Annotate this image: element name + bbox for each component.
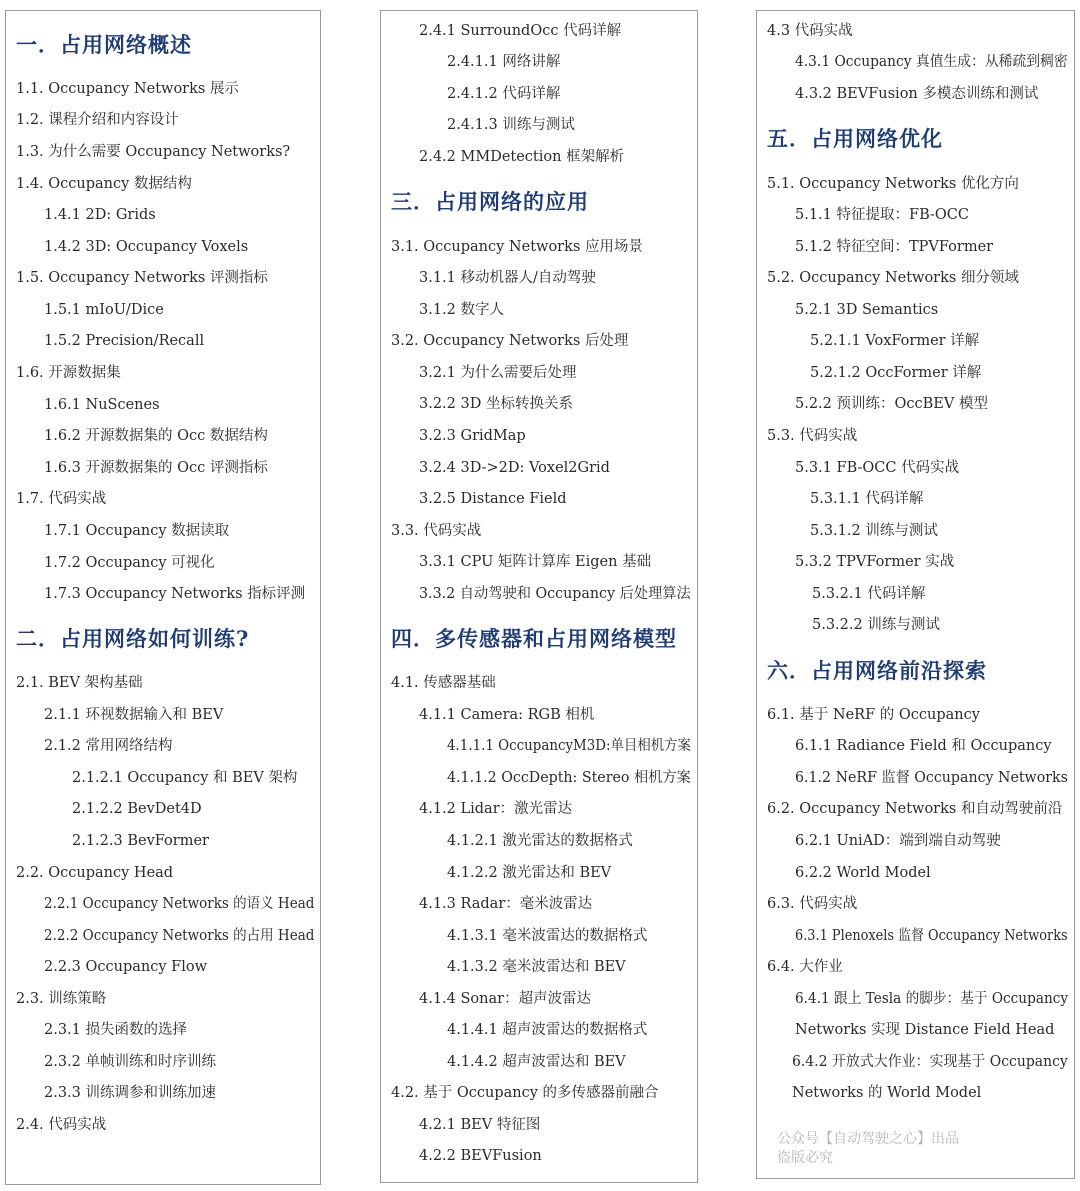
toc-item: 6.1.2 NeRF 监督 Occupancy Networks — [795, 770, 1068, 786]
toc-item: 3.2.3 GridMap — [419, 428, 526, 444]
toc-item: 6.3. 代码实战 — [767, 896, 858, 912]
toc-item: 2.3.1 损失函数的选择 — [44, 1022, 188, 1038]
toc-item: 4.3.1 Occupancy 真值生成：从稀疏到稠密 — [795, 54, 1068, 70]
toc-item: 4.1.3.1 毫米波雷达的数据格式 — [447, 928, 648, 944]
toc-item: 2.4.2 MMDetection 框架解析 — [419, 149, 625, 165]
toc-item: 6.1.1 Radiance Field 和 Occupancy — [795, 738, 1052, 754]
toc-item: 6.4.1 跟上 Tesla 的脚步：基于 Occupancy — [795, 991, 1069, 1007]
toc-item: Networks 实现 Distance Field Head — [795, 1022, 1055, 1038]
toc-item: 4.1.3.2 毫米波雷达和 BEV — [447, 959, 626, 975]
toc-item: 6.2.1 UniAD：端到端自动驾驶 — [795, 833, 1001, 849]
toc-item: 4.2. 基于 Occupancy 的多传感器前融合 — [391, 1085, 659, 1101]
toc-column-1 — [5, 10, 321, 1185]
toc-item: 5.2. Occupancy Networks 细分领域 — [767, 270, 1019, 286]
toc-item: 2.3.3 训练调参和训练加速 — [44, 1085, 217, 1101]
toc-item: 1.7.2 Occupancy 可视化 — [44, 555, 215, 571]
toc-column-3 — [756, 10, 1075, 1179]
toc-item: 2.1.1 环视数据输入和 BEV — [44, 707, 224, 723]
toc-item: 4.1.1.2 OccDepth: Stereo 相机方案 — [447, 770, 691, 786]
toc-item: 4.1.3 Radar：毫米波雷达 — [419, 896, 593, 912]
toc-item: 3.2. Occupancy Networks 后处理 — [391, 333, 629, 349]
toc-item: 3.2.2 3D 坐标转换关系 — [419, 396, 573, 412]
toc-item: 4.1.2.1 激光雷达的数据格式 — [447, 833, 633, 849]
toc-item: 1.4. Occupancy 数据结构 — [16, 176, 192, 192]
toc-item: 5.2.1.2 OccFormer 详解 — [810, 365, 982, 381]
toc-item: 3.3.1 CPU 矩阵计算库 Eigen 基础 — [419, 554, 652, 570]
toc-item: 2.4.1.1 网络讲解 — [447, 54, 561, 70]
toc-item: 1.1. Occupancy Networks 展示 — [16, 81, 239, 97]
toc-item: 2.3. 训练策略 — [16, 991, 107, 1007]
section-title-6: 六．占用网络前沿探索 — [767, 658, 987, 683]
toc-item: 4.1.1 Camera: RGB 相机 — [419, 707, 595, 723]
toc-item: 1.5.2 Precision/Recall — [44, 333, 205, 349]
toc-item: 6.2.2 World Model — [795, 865, 931, 881]
toc-item: 1.7.1 Occupancy 数据读取 — [44, 523, 230, 539]
watermark-line-2: 盗版必究 — [777, 1150, 833, 1166]
toc-item: 2.2.2 Occupancy Networks 的占用 Head — [44, 928, 315, 944]
toc-item: 1.3. 为什么需要 Occupancy Networks? — [16, 144, 291, 160]
toc-item: 1.2. 课程介绍和内容设计 — [16, 112, 179, 128]
toc-item: 1.6.3 开源数据集的 Occ 评测指标 — [44, 460, 268, 476]
toc-item: 5.1.1 特征提取：FB-OCC — [795, 207, 969, 223]
toc-item: 2.4.1.2 代码详解 — [447, 86, 561, 102]
toc-item: 3.2.1 为什么需要后处理 — [419, 365, 577, 381]
toc-item: 3.2.4 3D->2D: Voxel2Grid — [419, 460, 610, 476]
toc-item: 4.1.4 Sonar：超声波雷达 — [419, 991, 592, 1007]
toc-item: 1.5.1 mIoU/Dice — [44, 302, 164, 318]
toc-item: 5.3.2.2 训练与测试 — [812, 617, 940, 633]
toc-item: 2.2.1 Occupancy Networks 的语义 Head — [44, 896, 315, 912]
toc-item: 1.7.3 Occupancy Networks 指标评测 — [44, 586, 306, 602]
toc-item: 3.3.2 自动驾驶和 Occupancy 后处理算法 — [419, 586, 691, 602]
toc-item: 5.3. 代码实战 — [767, 428, 858, 444]
toc-item: 4.1.4.2 超声波雷达和 BEV — [447, 1054, 626, 1070]
toc-item: 5.3.1 FB-OCC 代码实战 — [795, 460, 960, 476]
section-title-3: 三．占用网络的应用 — [391, 189, 589, 214]
toc-item: 5.2.2 预训练：OccBEV 模型 — [795, 396, 988, 412]
toc-item: 6.2. Occupancy Networks 和自动驾驶前沿 — [767, 801, 1063, 817]
toc-item: 3.3. 代码实战 — [391, 523, 482, 539]
toc-item: 2.1. BEV 架构基础 — [16, 675, 143, 691]
toc-column-2 — [380, 10, 698, 1183]
toc-item: 6.4.2 开放式大作业：实现基于 Occupancy — [792, 1054, 1068, 1070]
toc-item: 2.4. 代码实战 — [16, 1117, 107, 1133]
toc-item: 2.1.2.2 BevDet4D — [72, 801, 202, 817]
section-title-1: 一．占用网络概述 — [16, 32, 192, 57]
toc-item: 1.5. Occupancy Networks 评测指标 — [16, 270, 268, 286]
toc-item: 1.6. 开源数据集 — [16, 365, 121, 381]
toc-item: 2.3.2 单帧训练和时序训练 — [44, 1054, 217, 1070]
toc-item: 5.1.2 特征空间：TPVFormer — [795, 239, 994, 255]
toc-item: 4.2.2 BEVFusion — [419, 1148, 542, 1164]
toc-item: 5.3.1.1 代码详解 — [810, 491, 924, 507]
toc-item: 4.1.2.2 激光雷达和 BEV — [447, 865, 612, 881]
toc-item: 1.7. 代码实战 — [16, 491, 107, 507]
toc-item: 5.3.2 TPVFormer 实战 — [795, 554, 955, 570]
section-title-5: 五．占用网络优化 — [767, 126, 943, 151]
toc-item: Networks 的 World Model — [792, 1085, 982, 1101]
toc-item: 2.4.1 SurroundOcc 代码详解 — [419, 23, 622, 39]
section-title-2: 二．占用网络如何训练? — [16, 626, 250, 651]
toc-item: 6.3.1 Plenoxels 监督 Occupancy Networks — [795, 928, 1068, 944]
watermark — [777, 1130, 959, 1168]
toc-item: 4.3.2 BEVFusion 多模态训练和测试 — [795, 86, 1039, 102]
toc-item: 5.2.1 3D Semantics — [795, 302, 939, 318]
toc-item: 1.4.1 2D: Grids — [44, 207, 156, 223]
toc-item: 2.2. Occupancy Head — [16, 865, 174, 881]
toc-item: 2.1.2.3 BevFormer — [72, 833, 209, 849]
section-title-4: 四．多传感器和占用网络模型 — [391, 626, 677, 651]
toc-item: 1.4.2 3D: Occupancy Voxels — [44, 239, 249, 255]
toc-item: 4.3 代码实战 — [767, 23, 853, 39]
toc-item: 3.1. Occupancy Networks 应用场景 — [391, 239, 643, 255]
toc-item: 5.3.2.1 代码详解 — [812, 586, 926, 602]
toc-item: 2.1.2.1 Occupancy 和 BEV 架构 — [72, 770, 298, 786]
toc-item: 1.6.1 NuScenes — [44, 397, 160, 413]
toc-item: 5.2.1.1 VoxFormer 详解 — [810, 333, 980, 349]
toc-item: 5.1. Occupancy Networks 优化方向 — [767, 176, 1019, 192]
toc-item: 5.3.1.2 训练与测试 — [810, 523, 938, 539]
toc-item: 4.1.1.1 OccupancyM3D:单目相机方案 — [447, 738, 691, 754]
toc-item: 1.6.2 开源数据集的 Occ 数据结构 — [44, 428, 268, 444]
watermark-line-1: 公众号【自动驾驶之心】出品 — [777, 1131, 959, 1147]
toc-item: 2.1.2 常用网络结构 — [44, 738, 173, 754]
toc-item: 3.1.1 移动机器人/自动驾驶 — [419, 270, 596, 286]
toc-item: 4.1.2 Lidar：激光雷达 — [419, 801, 573, 817]
toc-item: 6.4. 大作业 — [767, 959, 843, 975]
toc-item: 4.1. 传感器基础 — [391, 675, 496, 691]
toc-item: 6.1. 基于 NeRF 的 Occupancy — [767, 707, 980, 723]
toc-item: 4.2.1 BEV 特征图 — [419, 1117, 541, 1133]
toc-item: 3.2.5 Distance Field — [419, 491, 567, 507]
toc-item: 2.2.3 Occupancy Flow — [44, 959, 207, 975]
toc-item: 4.1.4.1 超声波雷达的数据格式 — [447, 1022, 648, 1038]
toc-item: 3.1.2 数字人 — [419, 302, 505, 318]
toc-item: 2.4.1.3 训练与测试 — [447, 117, 575, 133]
